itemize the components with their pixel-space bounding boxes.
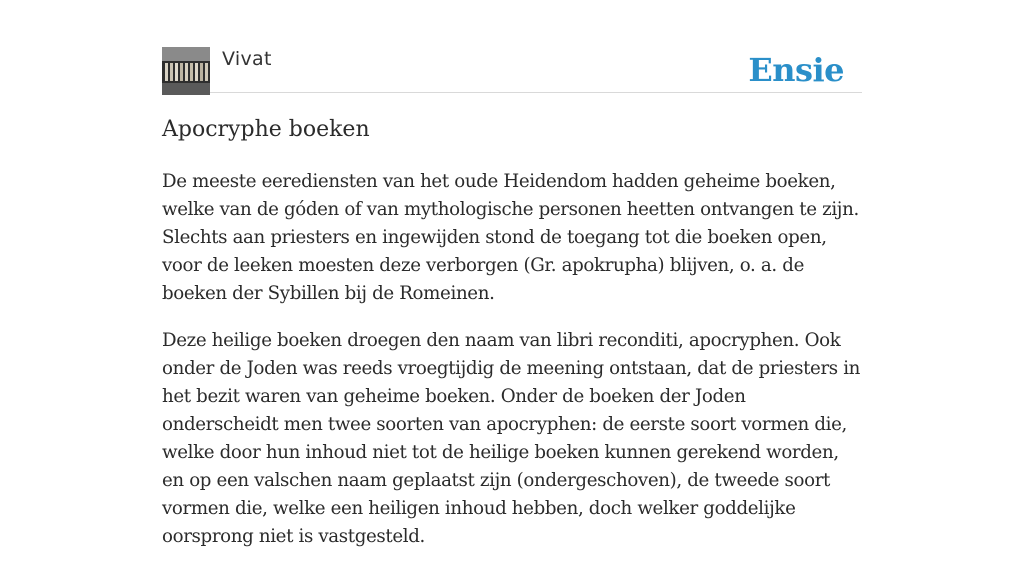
article-title: Apocryphe boeken (162, 117, 370, 142)
article-body (162, 168, 864, 570)
bookshelf-avatar-icon (162, 47, 210, 95)
author-name[interactable]: Vivat (222, 48, 272, 70)
header (162, 46, 862, 93)
author-avatar[interactable] (162, 47, 210, 95)
ensie-logo-link[interactable]: Ensie (748, 51, 844, 89)
paragraph: De meeste eerediensten van het oude Heidendom hadden geheime boeken, welke van de góden of van mythologische personen heetten ontvangen te zijn. Slechts aan priesters en ingewijden stond de toegang tot die boeken open, voor de leeken moesten deze verborgen (Gr. apokrupha) blijven, o. a. de boeken der Sybillen bij de Romeinen. (162, 171, 859, 304)
paragraph: Deze heilige boeken droegen den naam van libri reconditi, apocryphen. Ook onder de Joden was reeds vroegtijdig de meening ontstaan, dat de priesters in het bezit waren van geheime boeken. Onder de boeken der Joden onderscheidt men twee soorten van apocryphen: de eerste soort vormen die, welke door hun inhoud niet tot de heilige boeken kunnen gerekend worden, en op een valschen naam geplaatst zijn (ondergeschoven), de tweede soort vormen die, welke een heiligen inhoud hebben, doch welker goddelijke oorsprong niet is vastgesteld. (162, 330, 861, 547)
